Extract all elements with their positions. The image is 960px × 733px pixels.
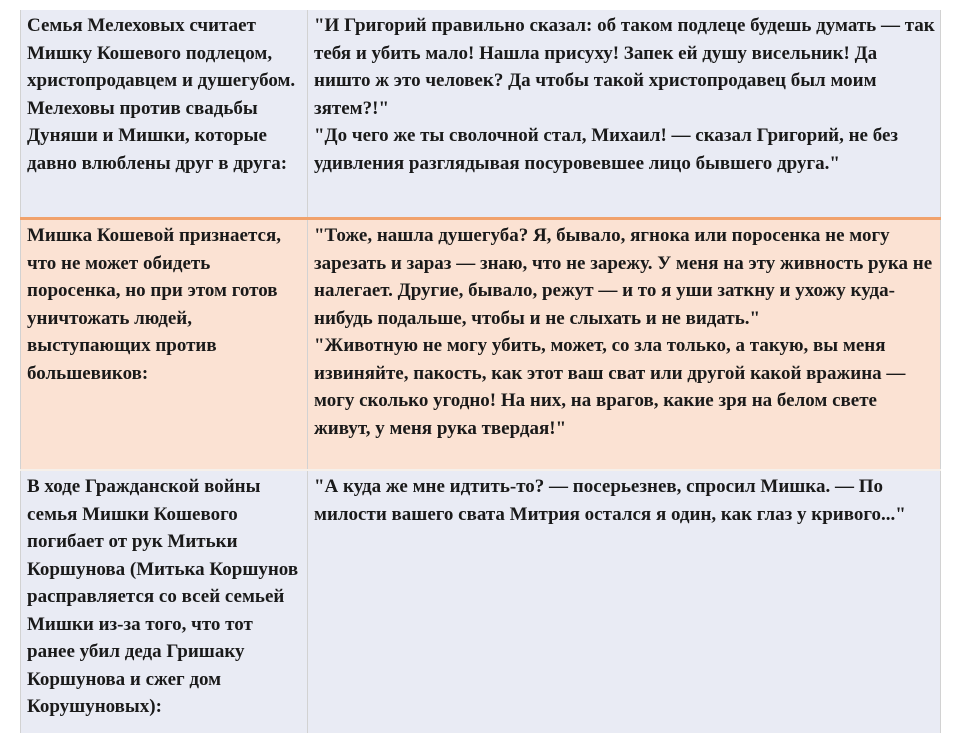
table-row bbox=[21, 10, 941, 219]
table-row bbox=[21, 219, 941, 471]
quote-text: "А куда же мне идтить-то? — посерьезнев, спросил Мишка. — По милости вашего свата Митрия остался я один, как глаз у кривого..." bbox=[314, 476, 906, 525]
situation-cell: Мишка Кошевой признается, что не может обидеть поросенка, но при этом готов уничтожать людей, выступающих против большевиков: bbox=[21, 219, 308, 471]
quote-cell bbox=[308, 219, 941, 471]
situation-cell: Семья Мелеховых считает Мишку Кошевого подлецом, христопродавцем и душегубом. Мелеховы против свадьбы Дуняши и Мишки, которые давно влюблены друг в друга: bbox=[21, 10, 308, 219]
quote-cell bbox=[308, 470, 941, 733]
table-row bbox=[21, 470, 941, 733]
quote-text: "Животную не могу убить, может, со зла только, а такую, вы меня извиняйте, пакость, как этот ваш сват или другой какой вражина — могу сколько угодно! На них, на врагов, какие зря на белом свете живут, у меня рука твердая!" bbox=[314, 335, 906, 439]
quote-cell bbox=[308, 10, 941, 219]
quote-text: "Тоже, нашла душегуба? Я, бывало, ягнока или поросенка не могу зарезать и зараз — знаю, что не зарежу. У меня на эту живность рука не налегает. Другие, бывало, режут — и то я уши заткну и ухожу куда-нибудь подальше, чтобы и не слыхать и не видать." bbox=[314, 225, 933, 329]
quote-text: "До чего же ты сволочной стал, Михаил! — сказал Григорий, не без удивления разглядывая посуровевшее лицо бывшего друга." bbox=[314, 125, 899, 174]
quotes-table bbox=[20, 10, 941, 733]
quote-text: "И Григорий правильно сказал: об таком подлеце будешь думать — так тебя и убить мало! Нашла присуху! Запек ей душу висельник! Да ништо ж это человек? Да чтобы такой христопродавец был моим зятем?!" bbox=[314, 15, 935, 119]
situation-cell: В ходе Гражданской войны семья Мишки Кошевого погибает от рук Митьки Коршунова (Митька Коршунов расправляется со всей семьей Мишки из-за того, что тот ранее убил деда Гришаку Коршунова и сжег дом Корушуновых): bbox=[21, 470, 308, 733]
